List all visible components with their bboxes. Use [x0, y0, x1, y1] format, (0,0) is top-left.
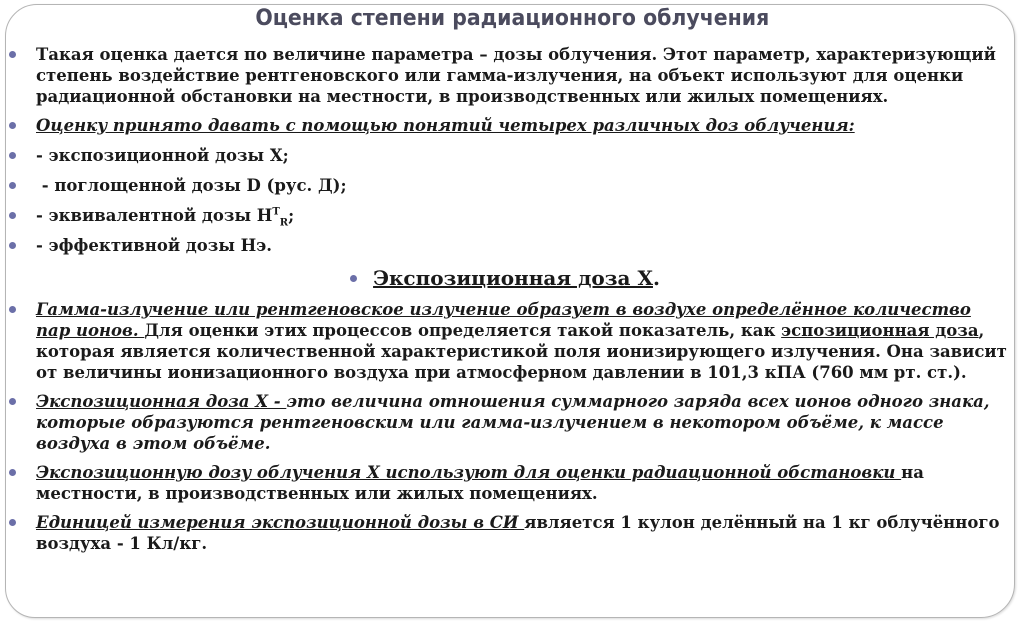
- bullet-dot-icon: [9, 242, 16, 249]
- bullet-dot-icon: [9, 51, 16, 58]
- bullet-dot-icon: [9, 398, 16, 405]
- bullet-effective-dose: [0, 235, 1024, 256]
- bullet-gamma-radiation: [0, 299, 1024, 383]
- bullet-dot-icon: [9, 212, 16, 219]
- slide-title: Оценка степени радиационного облучения: [255, 6, 769, 31]
- equivalent-dose-text: - эквивалентной дозы Н: [36, 206, 273, 225]
- bullet-absorbed-dose: [0, 175, 1024, 196]
- section-heading-period: .: [652, 266, 660, 290]
- usage-lead: Экспозиционную дозу облучения Х используют для оценки радиационной обстановки: [36, 463, 902, 482]
- gamma-lead-text: Гамма-излучение или рентгеновское излучение образует в воздухе определённое количество пар ионов.: [36, 300, 971, 340]
- four-doses-text: Оценку принято давать с помощью понятий четырех различных доз облучения:: [36, 116, 855, 135]
- bullet-intro: [0, 44, 1024, 107]
- bullet-exposure-dose: [0, 145, 1024, 166]
- definition-text: это величина отношения суммарного заряда всех ионов одного знака, которые образуются рентгеновским или гамма-излучением в некотором объёме, к массе воздуха в этом объёме.: [36, 392, 990, 453]
- usage-text: на местности, в производственных или жилых помещениях.: [36, 463, 924, 503]
- bullet-four-doses: [0, 115, 1024, 136]
- bullet-si-unit: [0, 512, 1024, 554]
- equivalent-dose-sup: Т: [272, 206, 280, 218]
- bullet-dot-icon: [9, 469, 16, 476]
- definition-lead: Экспозиционная доза Х -: [36, 392, 287, 411]
- si-unit-text: является 1 кулон делённый на 1 кг облучённого воздуха - 1 Кл/кг.: [36, 513, 1000, 553]
- gamma-text-1: Для оценки этих процессов определяется такой показатель, как: [144, 321, 782, 340]
- bullet-dot-icon: [9, 122, 16, 129]
- section-heading: [0, 268, 1024, 289]
- equivalent-dose-sub: R: [279, 217, 289, 229]
- bullet-dot-icon: [9, 519, 16, 526]
- absorbed-dose-text: - поглощенной дозы D (рус. Д);: [36, 176, 347, 195]
- bullet-dot-icon: [350, 275, 357, 282]
- bullet-dot-icon: [9, 182, 16, 189]
- exposure-dose-text: - экспозиционной дозы Х;: [36, 146, 289, 165]
- bullet-usage: [0, 462, 1024, 504]
- equivalent-dose-suffix: ;: [288, 206, 295, 225]
- effective-dose-text: - эффективной дозы Нэ.: [36, 236, 273, 255]
- bullet-dot-icon: [9, 306, 16, 313]
- section-heading-text: Экспозиционная доза Х: [373, 266, 653, 290]
- bullet-equivalent-dose: [0, 205, 1024, 229]
- bullet-definition: [0, 391, 1024, 454]
- bullet-dot-icon: [9, 152, 16, 159]
- si-unit-lead: Единицей измерения экспозиционной дозы в СИ: [36, 513, 525, 532]
- gamma-term: эспозиционная доза: [781, 321, 979, 340]
- slide-content: [0, 40, 1024, 554]
- gamma-text-2: , которая является количественной характеристикой поля ионизирующего излучения. Она зависит от величины ионизационного воздуха при атмосферном давлении в 101,3 кПА (760 мм рт. ст.).: [36, 321, 1007, 382]
- intro-text: Такая оценка дается по величине параметра – дозы облучения. Этот параметр, характеризующий степень воздействие рентгеновского или гамма-излучения, на объект используют для оценки радиационной обстановки на местности, в производственных или жилых помещениях.: [36, 45, 996, 106]
